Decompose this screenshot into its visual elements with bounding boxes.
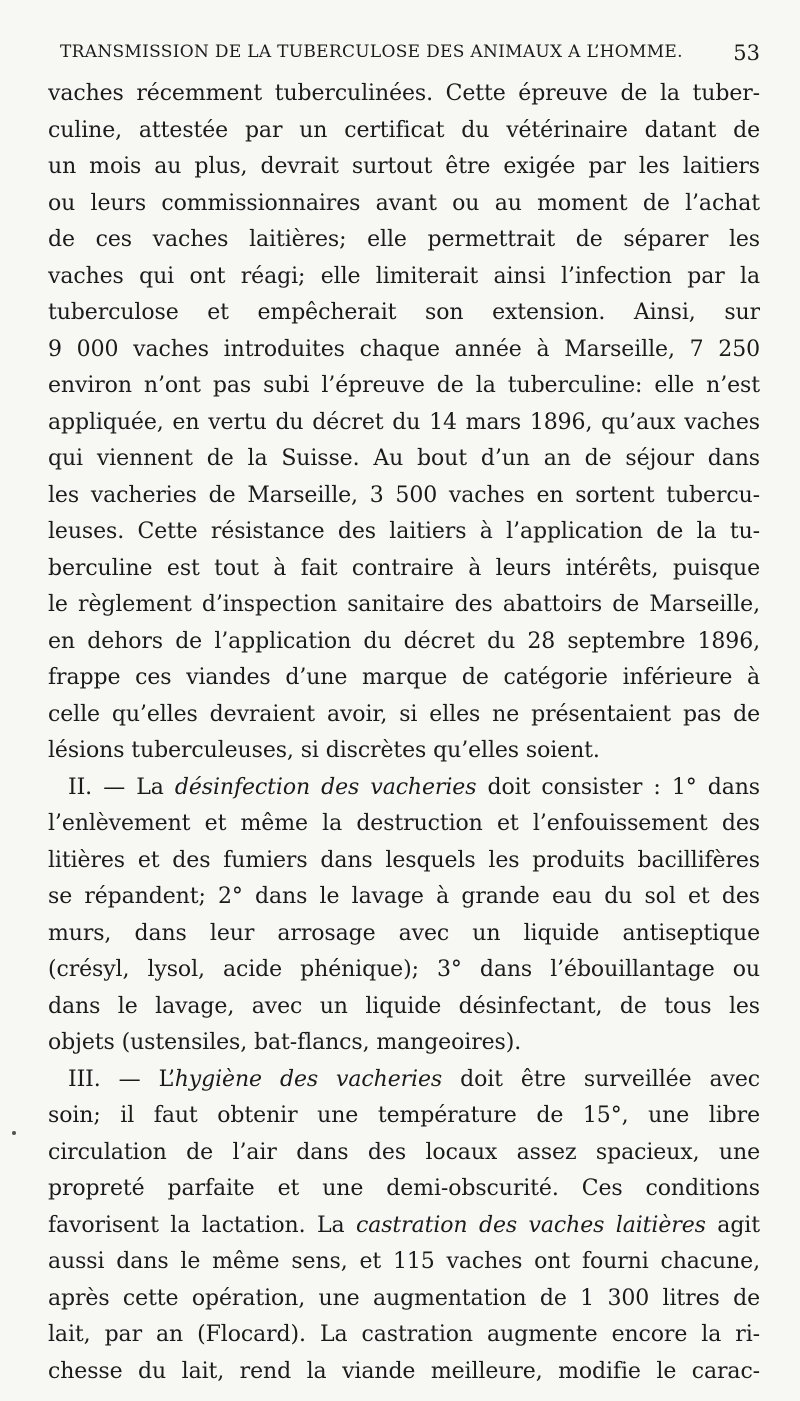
margin-speck <box>12 1131 16 1135</box>
text-line: en dehors de l’application du décret du 28 septembre 1896, <box>48 628 760 654</box>
text-line: vaches récemment tuberculinées. Cette épreuve de la tuber- <box>48 81 760 106</box>
text-line: environ n’ont pas subi l’épreuve de la tuberculine: elle n’est <box>48 373 760 398</box>
section-2-heading-line <box>48 770 760 807</box>
text-line: murs, dans leur arrosage avec un liquide antiseptique <box>48 920 760 946</box>
text-line: vaches qui ont réagi; elle limiterait ainsi l’infection par la <box>48 263 760 289</box>
text-line: un mois au plus, devrait surtout être exigée par les laitiers <box>48 154 760 179</box>
text-line: appliquée, en vertu du décret du 14 mars 1896, qu’aux vaches <box>48 409 760 435</box>
text-line: lésions tuberculeuses, si discrètes qu’elles soient. <box>48 738 600 763</box>
body-text <box>48 76 760 1390</box>
text-line: objets (ustensiles, bat-flancs, mangeoires). <box>48 1030 522 1055</box>
text-line: après cette opération, une augmentation de 1 300 litres de <box>48 1285 760 1311</box>
text-line: circulation de l’air dans des locaux assez spacieux, une <box>48 1139 760 1165</box>
text-line: tuberculose et empêcherait son extension. Ainsi, sur <box>48 300 760 325</box>
text-line: propreté parfaite et une demi-obscurité. Ces conditions <box>48 1176 760 1201</box>
text-line: ou leurs commissionnaires avant ou au moment de l’achat <box>48 190 760 216</box>
section-3-numeral: III. — L’ <box>68 1066 175 1092</box>
running-title: TRANSMISSION DE LA TUBERCULOSE DES ANIMAUX A L’HOMME. <box>60 42 683 62</box>
section-3-italic-title: hygiène des vacheries <box>174 1066 443 1092</box>
text-line: litières et des fumiers dans lesquels les produits bacillifères <box>48 847 760 873</box>
text-line: leuses. Cette résistance des laitiers à l’application de la tu- <box>48 519 760 544</box>
text-line: l’enlèvement et même la destruction et l’enfouissement des <box>48 811 760 836</box>
text-line: berculine est tout à fait contraire à leurs intérêts, puisque <box>48 555 760 581</box>
mixed-post: agit <box>705 1212 760 1238</box>
text-line: soin; il faut obtenir une température de 15°, une libre <box>48 1103 760 1128</box>
text-line: lait, par an (Flocard). La castration augmente encore la ri- <box>48 1322 760 1347</box>
section-2-numeral: II. — La <box>68 774 175 800</box>
text-line: chesse du lait, rend la viande meilleure, modifie le carac- <box>48 1358 760 1384</box>
text-line: 9 000 vaches introduites chaque année à Marseille, 7 250 <box>48 336 760 362</box>
text-line: aussi dans le même sens, et 115 vaches ont fourni chacune, <box>48 1249 760 1274</box>
text-line: le règlement d’inspection sanitaire des abattoirs de Marseille, <box>48 592 760 617</box>
page-number: 53 <box>733 41 760 65</box>
section-2-first-rest: doit consister : 1° dans <box>476 774 760 800</box>
running-head <box>60 34 760 68</box>
text-line: de ces vaches laitières; elle permettrait de séparer les <box>48 227 760 252</box>
mixed-pre: favorisent la lactation. La <box>48 1212 356 1238</box>
section-2-italic-title: désinfection des vacheries <box>174 774 477 800</box>
text-line: se répandent; 2° dans le lavage à grande eau du sol et des <box>48 884 760 909</box>
text-line: culine, attestée par un certificat du vétérinaire datant de <box>48 117 760 143</box>
text-line: qui viennent de la Suisse. Au bout d’un an de séjour dans <box>48 446 760 471</box>
text-line: frappe ces viandes d’une marque de catégorie inférieure à <box>48 665 760 690</box>
mixed-italic: castration des vaches laitières <box>355 1212 706 1238</box>
text-line: dans le lavage, avec un liquide désinfectant, de tous les <box>48 993 760 1019</box>
text-line: celle qu’elles devraient avoir, si elles ne présentaient pas de <box>48 701 760 727</box>
section-3-first-rest: doit être surveillée avec <box>442 1066 760 1092</box>
text-line-mixed <box>48 1208 760 1245</box>
text-line: (crésyl, lysol, acide phénique); 3° dans l’ébouillantage ou <box>48 957 760 982</box>
text-line: les vacheries de Marseille, 3 500 vaches en sortent tubercu- <box>48 482 760 508</box>
section-3-heading-line <box>48 1062 760 1099</box>
